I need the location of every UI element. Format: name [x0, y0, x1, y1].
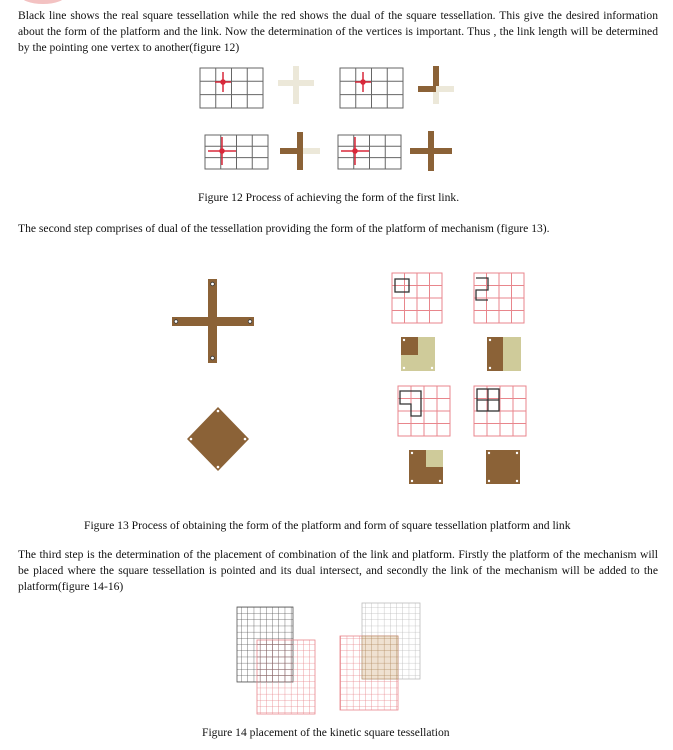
fig12-arrows-3 — [208, 137, 236, 165]
step-two-paragraph: The second step comprises of dual of the tessellation providing the form of the platform of mechanism (figure 13). — [18, 222, 550, 235]
fig12-arrows-4 — [341, 137, 369, 165]
fig13-platform-square-1 — [401, 337, 435, 371]
fig12-grid-4 — [338, 135, 401, 169]
fig13-diamond-platform — [187, 407, 249, 471]
fig13-red-grid-3 — [398, 386, 450, 436]
figure-13-caption: Figure 13 Process of obtaining the form of the platform and form of square tessellation platform and link — [84, 519, 571, 532]
fig13-red-grid-2 — [474, 273, 524, 323]
fig12-grid-2 — [340, 68, 403, 108]
fig13-red-grid-4 — [474, 386, 526, 436]
fig12-arrows-1 — [215, 72, 231, 92]
fig13-outline-4 — [477, 389, 499, 411]
fig13-cross-link — [172, 279, 254, 363]
fig13-platform-square-2 — [487, 337, 521, 371]
fig12-link-light-1 — [278, 66, 314, 104]
fig13-platform-square-4 — [486, 450, 520, 484]
fig13-red-grid-1 — [392, 273, 442, 323]
fig13-outline-2 — [476, 278, 488, 300]
fig14-right-composite — [340, 603, 420, 710]
step-three-paragraph: The third step is the determination of the placement of combination of the link and platform. Firstly the platform of the mechanism will be placed where the square tessellation is pointed and its dual intersect, and secondly the link of the mechanism will be added to the platform(figure 14-16) — [18, 548, 658, 594]
intro-paragraph: Black line shows the real square tessellation while the red shows the dual of the square tessellation. This give the desired information about the form of the platform and the link. Now the determination of the vertices is important. Thus , the link length will be determined by the pointing one vertex to another(figure 12) — [18, 9, 658, 55]
fig14-left-composite — [237, 607, 315, 714]
fig12-link-half-2 — [280, 132, 320, 170]
fig12-link-half-1 — [418, 66, 454, 104]
fig12-link-full — [410, 131, 452, 171]
fig13-outline-1 — [395, 279, 409, 292]
page-corner-mark — [20, 0, 66, 4]
fig12-grid-3 — [205, 135, 268, 169]
fig12-grid-1 — [200, 68, 263, 108]
figure-12-caption: Figure 12 Process of achieving the form of the first link. — [198, 191, 460, 204]
fig13-outline-3 — [400, 391, 421, 416]
fig12-arrows-2 — [355, 72, 371, 92]
fig13-platform-square-3 — [409, 450, 443, 484]
figure-14-caption: Figure 14 placement of the kinetic square tessellation — [202, 726, 450, 739]
